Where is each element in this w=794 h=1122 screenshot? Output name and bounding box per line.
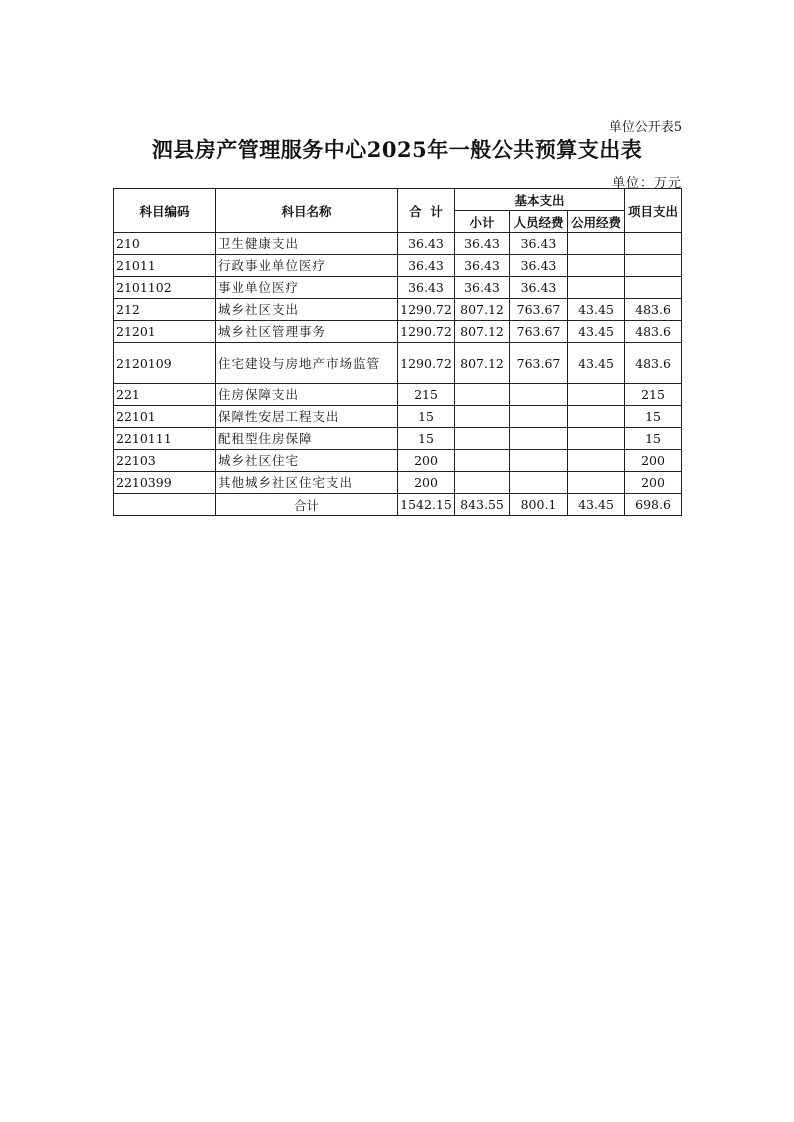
row-project: 15 [625,406,682,428]
row-total: 1290.72 [398,299,455,321]
row-name: 城乡社区支出 [216,299,398,321]
row-personnel: 763.67 [510,343,568,384]
total-total: 1542.15 [398,494,455,516]
row-project: 483.6 [625,299,682,321]
total-label: 合计 [216,494,398,516]
col-header-subtotal: 小计 [455,211,510,233]
row-total: 36.43 [398,255,455,277]
row-personnel [510,450,568,472]
row-code: 212 [114,299,216,321]
row-name: 卫生健康支出 [216,233,398,255]
row-project: 200 [625,472,682,494]
row-code: 21011 [114,255,216,277]
row-code: 221 [114,384,216,406]
row-personnel: 763.67 [510,321,568,343]
col-header-name: 科目名称 [216,189,398,233]
row-project: 483.6 [625,321,682,343]
total-personnel: 800.1 [510,494,568,516]
row-project: 200 [625,450,682,472]
row-name: 保障性安居工程支出 [216,406,398,428]
col-header-public: 公用经费 [568,211,625,233]
row-public: 43.45 [568,343,625,384]
row-code: 22103 [114,450,216,472]
row-total: 36.43 [398,233,455,255]
col-header-code: 科目编码 [114,189,216,233]
table-row [114,277,682,299]
row-subtotal: 807.12 [455,321,510,343]
col-header-basic: 基本支出 [455,189,625,211]
table-row [114,321,682,343]
total-code-empty [114,494,216,516]
row-project: 15 [625,428,682,450]
table-row [114,255,682,277]
row-subtotal: 36.43 [455,255,510,277]
total-public: 43.45 [568,494,625,516]
col-header-total: 合 计 [398,189,455,233]
row-subtotal: 807.12 [455,343,510,384]
row-subtotal [455,450,510,472]
form-number: 单位公开表5 [608,120,682,135]
row-personnel: 36.43 [510,255,568,277]
row-public [568,233,625,255]
row-total: 200 [398,450,455,472]
row-name: 住房保障支出 [216,384,398,406]
total-row [114,494,682,516]
row-total: 36.43 [398,277,455,299]
row-subtotal [455,472,510,494]
row-subtotal: 36.43 [455,277,510,299]
row-public [568,428,625,450]
row-project [625,255,682,277]
row-code: 210 [114,233,216,255]
row-public [568,277,625,299]
row-personnel [510,384,568,406]
page-title: 泗县房产管理服务中心2025年一般公共预算支出表 [151,137,643,162]
row-name: 事业单位医疗 [216,277,398,299]
table-row [114,343,682,384]
row-personnel [510,428,568,450]
row-subtotal [455,428,510,450]
row-public [568,472,625,494]
row-name: 行政事业单位医疗 [216,255,398,277]
row-total: 1290.72 [398,321,455,343]
row-code: 2210399 [114,472,216,494]
row-name: 城乡社区管理事务 [216,321,398,343]
row-public [568,450,625,472]
table-row [114,472,682,494]
table-row [114,428,682,450]
row-subtotal [455,384,510,406]
row-public [568,406,625,428]
row-project: 215 [625,384,682,406]
total-subtotal: 843.55 [455,494,510,516]
row-project [625,277,682,299]
table-row [114,406,682,428]
row-total: 15 [398,428,455,450]
row-code: 2101102 [114,277,216,299]
row-name: 其他城乡社区住宅支出 [216,472,398,494]
row-personnel [510,406,568,428]
row-code: 2210111 [114,428,216,450]
row-name: 城乡社区住宅 [216,450,398,472]
row-project: 483.6 [625,343,682,384]
table-row [114,299,682,321]
row-subtotal: 807.12 [455,299,510,321]
total-project: 698.6 [625,494,682,516]
row-personnel: 763.67 [510,299,568,321]
row-name: 住宅建设与房地产市场监管 [216,343,398,384]
table-row [114,450,682,472]
row-total: 15 [398,406,455,428]
row-total: 200 [398,472,455,494]
budget-table [113,188,682,516]
row-public: 43.45 [568,321,625,343]
row-code: 2120109 [114,343,216,384]
row-name: 配租型住房保障 [216,428,398,450]
row-project [625,233,682,255]
row-total: 215 [398,384,455,406]
table-row [114,233,682,255]
row-total: 1290.72 [398,343,455,384]
table-row [114,384,682,406]
row-personnel: 36.43 [510,233,568,255]
unit-label: 单位：万元 [611,176,682,191]
row-code: 21201 [114,321,216,343]
row-subtotal: 36.43 [455,233,510,255]
row-public [568,255,625,277]
row-personnel [510,472,568,494]
row-code: 22101 [114,406,216,428]
col-header-personnel: 人员经费 [510,211,568,233]
col-header-project: 项目支出 [625,189,682,233]
row-personnel: 36.43 [510,277,568,299]
row-subtotal [455,406,510,428]
row-public [568,384,625,406]
row-public: 43.45 [568,299,625,321]
